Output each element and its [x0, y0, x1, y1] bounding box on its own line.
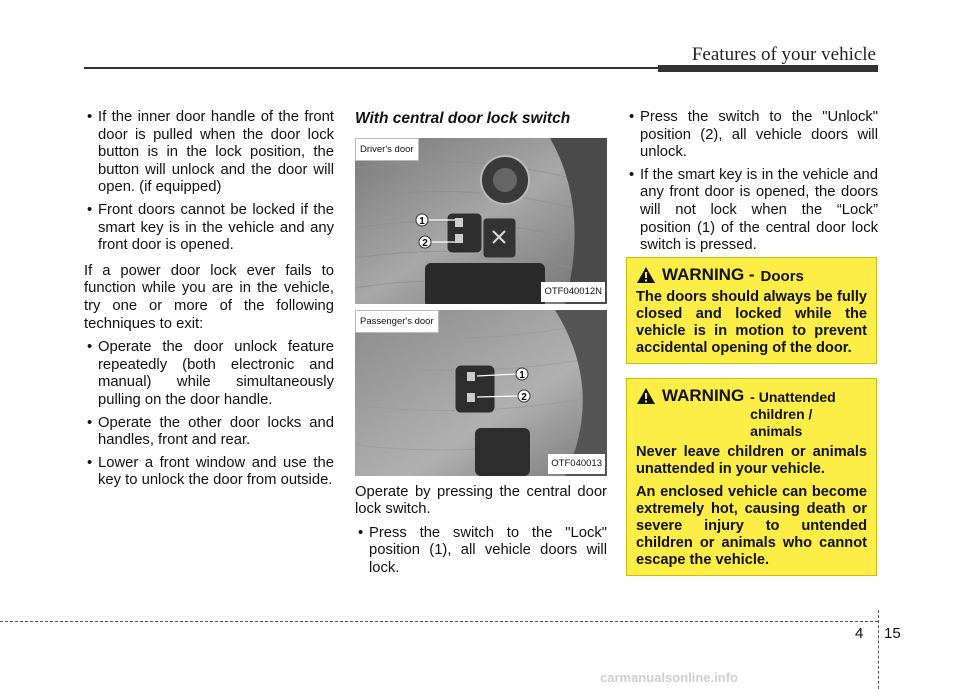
column-2: [355, 109, 607, 583]
warning-label: WARNING -: [662, 265, 755, 284]
warning-triangle-icon: [636, 266, 656, 284]
list-item: • Lower a front window and use the key to unlock the door from outside.: [84, 455, 334, 490]
warning-text: An enclosed vehicle can become extremely hot, causing death or severe injury to untended children or animals who cannot escape the vehicle.: [636, 484, 867, 568]
warning-text: The doors should always be fully closed and locked while the vehicle is in motion to prevent accidental opening of the door.: [636, 289, 867, 356]
footer-rule: [0, 621, 878, 622]
photo-label: Passenger's door: [355, 310, 439, 334]
callout-1: 1: [419, 215, 425, 227]
warning-text: Never leave children or animals unattended in your vehicle.: [636, 444, 867, 477]
image-code: OTF040012N: [541, 282, 605, 302]
running-header: Features of your vehicle: [691, 44, 876, 65]
callout-2: 2: [521, 391, 527, 403]
warning-subtitle: - Unattended children / animals: [750, 389, 836, 439]
warning-box-doors: [626, 257, 877, 364]
passengers-door-photo: [355, 310, 607, 476]
watermark: carmanualsonline.info: [600, 670, 738, 685]
warning-box-unattended: [626, 378, 877, 576]
header-bar: [658, 65, 878, 72]
section-number: 4: [855, 625, 864, 642]
photo-label: Driver's door: [355, 138, 419, 162]
list-item: • If the smart key is in the vehicle and any front door is opened, the doors will not lock when the “Lock” position (1) of the central door lock switch is pressed.: [626, 167, 878, 255]
bullet-list: [626, 109, 878, 255]
list-item: • Press the switch to the "Unlock" position (2), all vehicle doors will unlock.: [626, 109, 878, 162]
section-heading: With central door lock switch: [355, 110, 571, 127]
callout-1: 1: [519, 369, 525, 381]
bullet-list: [355, 525, 607, 578]
header-rule: [84, 67, 658, 69]
warning-title: [636, 266, 867, 285]
list-item: • If the inner door handle of the front door is pulled when the door lock button is in the lock position, the button will unlock and the door will open. (if equipped): [84, 109, 334, 197]
bullet-list-a: [84, 109, 334, 255]
list-item: • Operate the door unlock feature repeatedly (both electronic and manual) while simultaneously pulling on the door handle.: [84, 339, 334, 409]
bullet-list-b: [84, 339, 334, 490]
warning-subtitle: Doors: [760, 268, 804, 285]
list-item: • Operate the other door locks and handles, front and rear.: [84, 415, 334, 450]
warning-triangle-icon: [636, 387, 656, 405]
image-code: OTF040013: [548, 454, 605, 474]
page-number: 15: [884, 625, 901, 642]
operate-paragraph: Operate by pressing the central door lock switch.: [355, 483, 607, 518]
callout-2: 2: [422, 237, 428, 249]
intro-paragraph: If a power door lock ever fails to function while you are in the vehicle, try one or more of the following techniques to exit:: [84, 262, 334, 332]
list-item: • Front doors cannot be locked if the smart key is in the vehicle and any front door is opened.: [84, 202, 334, 255]
list-item: • Press the switch to the "Lock" position (1), all vehicle doors will lock.: [355, 525, 607, 578]
warning-label: WARNING: [662, 386, 745, 405]
column-1: [84, 109, 334, 495]
warning-title: [636, 387, 867, 440]
drivers-door-photo: [355, 138, 607, 304]
column-3: [626, 109, 878, 260]
footer-divider: [878, 610, 879, 689]
